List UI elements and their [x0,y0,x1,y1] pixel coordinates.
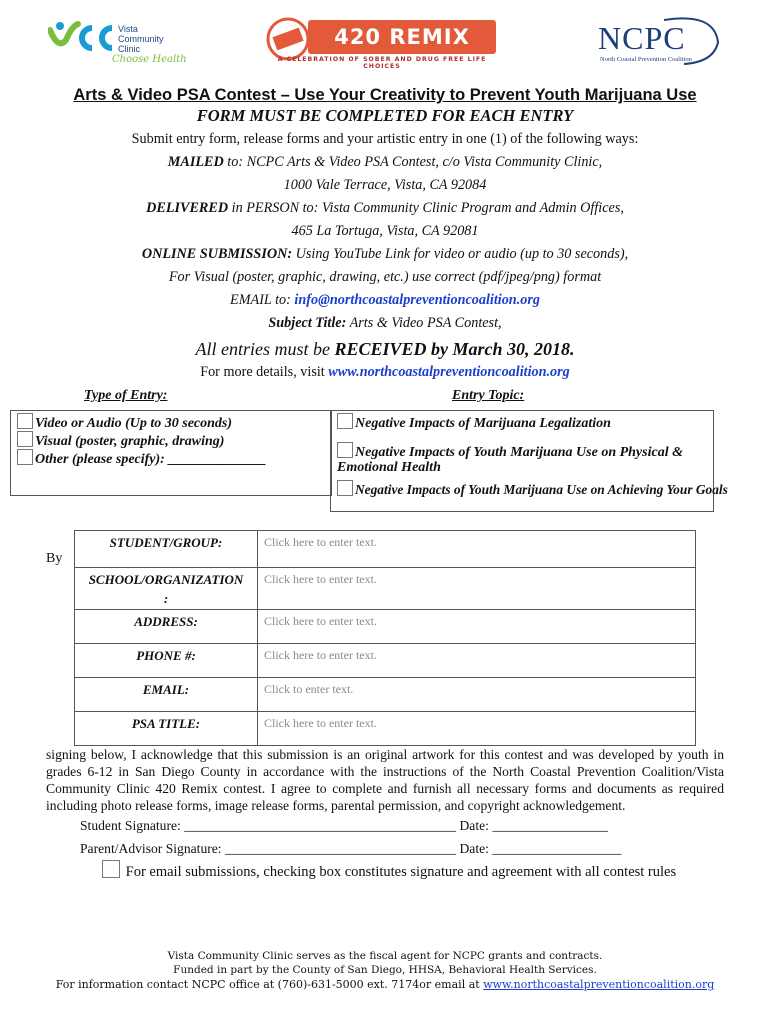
school-org-label-text: SCHOOL/ORGANIZATION [88,572,244,587]
mailed-text: to: NCPC Arts & Video PSA Contest, c/o Vista Community Clinic, [223,154,603,170]
page-title: Arts & Video PSA Contest – Use Your Creativity to Prevent Youth Marijuana Use [73,86,697,104]
checkbox-icon[interactable] [17,431,33,447]
online-visual: For Visual (poster, graphic, drawing, etc.) use correct (pdf/jpeg/png) format [168,269,602,285]
remix-subtitle: A CELEBRATION OF SOBER AND DRUG FREE LIFE CHOICES [277,56,487,70]
email-link[interactable]: info@northcoastalpreventioncoalition.org [294,292,540,308]
mailed-label: MAILED [167,154,224,170]
by-label: By [46,551,63,566]
entry-type-label: Other (please specify): ______________ [35,452,267,467]
mailed-line [0,154,770,171]
deadline-line [0,339,770,360]
footer-line-3 [0,978,770,991]
entry-type-box [10,410,332,496]
delivered-line [0,200,770,217]
subject-text: Arts & Video PSA Contest, [346,315,502,331]
entry-topic-label: Negative Impacts of Youth Marijuana Use on Achieving Your Goals [355,482,728,497]
checkbox-icon[interactable] [337,413,353,429]
email-label-cell: EMAIL: [75,678,258,712]
entry-topic-label: Negative Impacts of Youth Marijuana Use on Physical & [355,445,683,460]
entry-topic-label-cont: Emotional Health [337,460,441,475]
subject-line [0,315,770,332]
footer-link[interactable]: www.northcoastalpreventioncoalition.org [483,978,715,991]
online-label: ONLINE SUBMISSION: [141,246,293,262]
entry-topic-header: Entry Topic: [452,388,525,403]
details-line [0,364,770,381]
footer-line-2: Funded in part by the County of San Diego, HHSA, Behavioral Health Services. [173,964,597,976]
vcc-logo-icon [48,20,114,54]
table-row [75,678,696,712]
footer-contact: For information contact NCPC office at (760)-631-5000 ext. 7174or email at [55,978,484,991]
vcc-name-line1: Vista [118,24,138,34]
table-row [75,568,696,610]
entry-topic-label: Negative Impacts of Marijuana Legalization [355,416,611,431]
checkbox-icon[interactable] [17,449,33,465]
parent-signature-line[interactable]: Parent/Advisor Signature: __________________________________ Date: ___________________ [80,841,622,856]
delivered-label: DELIVERED [146,200,229,216]
footer-line-1: Vista Community Clinic serves as the fiscal agent for NCPC grants and contracts. [167,950,603,962]
table-row [75,644,696,678]
subject-label: Subject Title: [268,315,347,331]
entry-topic-option[interactable] [337,480,728,499]
entry-topic-option[interactable] [337,413,611,433]
ncpc-subtitle: North Coastal Prevention Coalition [600,56,692,63]
email-agreement-option[interactable] [102,860,676,881]
deadline-prefix: All entries must be [195,339,335,359]
mailed-address: 1000 Vale Terrace, Vista, CA 92084 [283,177,487,193]
entry-topic-box [330,410,728,512]
table-row [75,531,696,568]
entry-type-option[interactable] [17,413,232,433]
agreement-paragraph: signing below, I acknowledge that this submission is an original artwork for this contest and was developed by youth in grades 6-12 in San Diego County in accordance with the instructions of the North Coastal Prevention Coalition/Vista Community Clinic 420 Remix contest. I agree to complete and furnish all necessary forms and documents as required including photo release forms, image release forms, parental permission, and copyright acknowledgement. [46,747,724,813]
details-link[interactable]: www.northcoastalpreventioncoalition.org [328,364,570,380]
address-field[interactable]: Click here to enter text. [258,610,696,644]
student-group-field[interactable]: Click here to enter text. [258,531,696,568]
vcc-name-line2: Community [118,34,164,44]
email-agreement-label: For email submissions, checking box constitutes signature and agreement with all contest rules [125,864,677,880]
delivered-address: 465 La Tortuga, Vista, CA 92081 [291,223,479,239]
checkbox-icon[interactable] [337,480,353,496]
online-line [0,246,770,263]
vcc-tagline: Choose Health [112,54,187,65]
school-org-field[interactable]: Click here to enter text. [258,568,696,610]
email-line [0,292,770,309]
table-row [75,610,696,644]
address-label: ADDRESS: [75,610,258,644]
table-row [75,712,696,746]
student-group-label: STUDENT/GROUP: [75,531,258,568]
email-field[interactable]: Click to enter text. [258,678,696,712]
deadline-date: RECEIVED by March 30, 2018. [334,339,575,359]
student-signature-line[interactable]: Student Signature: ________________________________________ Date: _________________ [80,818,608,833]
checkbox-icon[interactable] [337,442,353,458]
submission-intro: Submit entry form, release forms and your artistic entry in one (1) of the following ways: [131,131,639,147]
page-subtitle: FORM MUST BE COMPLETED FOR EACH ENTRY [196,106,574,125]
entry-type-label: Visual (poster, graphic, drawing) [35,434,225,449]
entry-type-option[interactable] [17,431,224,451]
email-label: EMAIL to: [230,292,295,308]
school-org-label-colon: : [163,591,169,606]
ncpc-name: NCPC [598,20,686,56]
details-prefix: For more details, visit [200,364,329,380]
remix-title: 420 REMIX [308,20,496,54]
online-text: Using YouTube Link for video or audio (up to 30 seconds), [292,246,629,262]
checkbox-icon[interactable] [102,860,120,878]
psa-title-label: PSA TITLE: [75,712,258,746]
phone-field[interactable]: Click here to enter text. [258,644,696,678]
entry-type-header: Type of Entry: [84,388,168,403]
entry-type-option[interactable] [17,449,266,469]
entry-info-table [74,530,696,746]
psa-title-field[interactable]: Click here to enter text. [258,712,696,746]
phone-label: PHONE #: [75,644,258,678]
vcc-name-line3: Clinic [118,44,141,54]
checkbox-icon[interactable] [17,413,33,429]
delivered-text: in PERSON to: Vista Community Clinic Program and Admin Offices, [228,200,624,216]
school-org-label [75,568,258,610]
entry-type-label: Video or Audio (Up to 30 seconds) [35,416,233,431]
ncpc-logo [594,14,722,66]
